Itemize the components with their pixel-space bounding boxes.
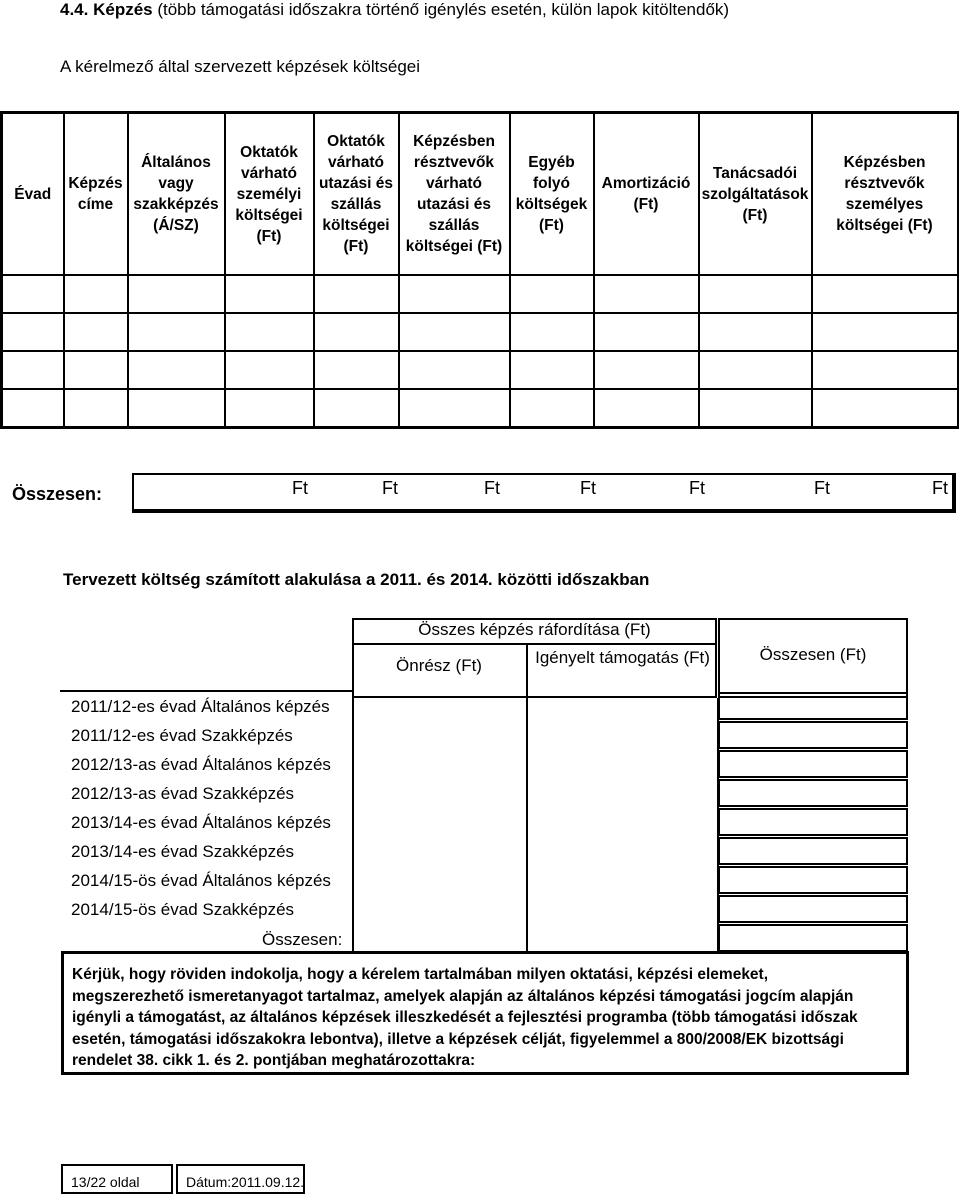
table-cell[interactable] xyxy=(314,275,399,313)
table-cell[interactable] xyxy=(510,351,594,389)
table-cell[interactable] xyxy=(128,389,225,428)
table-cell[interactable] xyxy=(510,389,594,428)
table-cell[interactable] xyxy=(699,351,812,389)
total-cell[interactable] xyxy=(718,895,908,923)
col-header-oktatok-utazasi: Oktatók várható utazási és szállás költségei (Ft) xyxy=(314,113,399,276)
table-cell[interactable] xyxy=(699,313,812,351)
table-row xyxy=(2,313,958,351)
table-cell[interactable] xyxy=(812,313,958,351)
grid-line xyxy=(352,698,354,952)
col-header-oktatok-szemelyi: Oktatók várható személyi költségei (Ft) xyxy=(225,113,314,276)
section-number: 4.4. xyxy=(60,0,89,19)
table-cell[interactable] xyxy=(812,275,958,313)
table-cell[interactable] xyxy=(64,351,128,389)
table-cell[interactable] xyxy=(314,351,399,389)
sum-currency: Ft xyxy=(484,478,500,498)
section-title-bold: Képzés xyxy=(93,0,153,19)
table-cell[interactable] xyxy=(594,313,699,351)
row-label: 2011/12-es évad Szakképzés xyxy=(71,726,293,745)
table-cell[interactable] xyxy=(594,389,699,428)
table-cell[interactable] xyxy=(594,275,699,313)
table-cell[interactable] xyxy=(399,275,510,313)
note-line: igényli a támogatást, az általános képzések illeszkedését a fejlesztési programba (több támogatási időszak xyxy=(72,1009,858,1026)
table-cell[interactable] xyxy=(2,351,64,389)
col-header-amortizacio: Amortizáció (Ft) xyxy=(594,113,699,276)
planned-cost-title: Tervezett költség számított alakulása a 2011. és 2014. közötti időszakban xyxy=(63,570,650,589)
table-cell[interactable] xyxy=(594,351,699,389)
table-cell[interactable] xyxy=(2,313,64,351)
total-cell[interactable] xyxy=(718,924,908,952)
total-cell[interactable] xyxy=(718,866,908,894)
training-costs-table xyxy=(0,111,956,516)
sum-currency: Ft xyxy=(689,478,705,498)
row-label: 2011/12-es évad Általános képzés xyxy=(71,697,330,716)
table-cell[interactable] xyxy=(399,389,510,428)
col-header-resztvevok-szemelyes: Képzésben résztvevők személyes költségei (Ft) xyxy=(812,113,958,276)
page-number: 13/22 oldal xyxy=(61,1164,173,1194)
row-label: 2013/14-es évad Általános képzés xyxy=(71,813,331,832)
total-cell[interactable] xyxy=(718,837,908,865)
row-label: 2014/15-ös évad Általános képzés xyxy=(71,871,331,890)
table-cell[interactable] xyxy=(699,389,812,428)
table1-sum-label: Összesen: xyxy=(12,484,103,504)
table-cell[interactable] xyxy=(225,313,314,351)
col-header-kepzes-cime: Képzés címe xyxy=(64,113,128,276)
table-cell[interactable] xyxy=(225,275,314,313)
total-cell[interactable] xyxy=(718,692,908,720)
table-cell[interactable] xyxy=(812,351,958,389)
row-label: 2014/15-ös évad Szakképzés xyxy=(71,900,295,919)
row-label: 2012/13-as évad Szakképzés xyxy=(71,784,295,803)
table-cell[interactable] xyxy=(64,275,128,313)
col-header-tanacsadoi: Tanácsadói szolgáltatások (Ft) xyxy=(699,113,812,276)
table-cell[interactable] xyxy=(2,389,64,428)
table-cell[interactable] xyxy=(510,313,594,351)
total-cell[interactable] xyxy=(718,779,908,807)
note-line: Kérjük, hogy röviden indokolja, hogy a kérelem tartalmában milyen oktatási, képzési elemeket, xyxy=(72,966,769,983)
total-cell[interactable] xyxy=(718,721,908,749)
sum-currency: Ft xyxy=(814,478,830,498)
table-cell[interactable] xyxy=(128,313,225,351)
table-row xyxy=(2,389,958,428)
table-row xyxy=(2,275,958,313)
sum-currency: Ft xyxy=(932,478,948,498)
total-cell[interactable] xyxy=(718,750,908,778)
table-cell[interactable] xyxy=(314,313,399,351)
col-header-requested-support: Igényelt támogatás (Ft) xyxy=(535,648,710,667)
document-date: Dátum:2011.09.12. xyxy=(176,1164,305,1194)
col-header-own-contribution: Önrész (Ft) xyxy=(396,656,482,675)
col-header-evad: Évad xyxy=(2,113,64,276)
sum-currency: Ft xyxy=(382,478,398,498)
table-cell[interactable] xyxy=(225,351,314,389)
total-cell[interactable] xyxy=(718,808,908,836)
col-header-egyeb-folyo: Egyéb folyó költségek (Ft) xyxy=(510,113,594,276)
sum-currency: Ft xyxy=(292,478,308,498)
table-cell[interactable] xyxy=(64,389,128,428)
table1-sum-box[interactable] xyxy=(132,473,956,513)
section-heading xyxy=(60,0,729,20)
table-row xyxy=(2,351,958,389)
table-cell[interactable] xyxy=(314,389,399,428)
note-line: esetén, támogatási időszakokra lebontva), illetve a képzések célját, figyelemmel a 800/2008/EK bizottsági xyxy=(72,1030,844,1048)
section-title-rest: (több támogatási időszakra történő igénylés esetén, külön lapok kitöltendők) xyxy=(152,0,730,19)
sum-currency: Ft xyxy=(580,478,596,498)
col-header-total: Összesen (Ft) xyxy=(759,645,867,664)
row-label: 2012/13-as évad Általános képzés xyxy=(71,755,331,774)
table-cell[interactable] xyxy=(399,313,510,351)
grid-line xyxy=(526,698,528,952)
note-line: rendelet 38. cikk 1. és 2. pontjában meghatározottakra: xyxy=(72,1052,476,1069)
group-header: Összes képzés ráfordítása (Ft) xyxy=(418,620,651,639)
table-cell[interactable] xyxy=(399,351,510,389)
col-header-altalanos-vagy-szakkepzes: Általános vagy szakképzés (Á/SZ) xyxy=(128,113,225,276)
justification-note[interactable] xyxy=(61,951,909,1075)
col-header-resztvevok-utazasi: Képzésben résztvevők várható utazási és szállás költségei (Ft) xyxy=(399,113,510,276)
table-cell[interactable] xyxy=(128,275,225,313)
table-cell[interactable] xyxy=(812,389,958,428)
header-divider xyxy=(352,643,717,645)
table-cell[interactable] xyxy=(510,275,594,313)
note-line: megszerezhető ismeretanyagot tartalmaz, amelyek alapján az általános képzési támogatási jogcím alapján xyxy=(72,987,854,1005)
table-cell[interactable] xyxy=(2,275,64,313)
section-subheading: A kérelmező által szervezett képzések költségei xyxy=(60,57,421,76)
table-cell[interactable] xyxy=(699,275,812,313)
grid-line xyxy=(60,690,352,692)
table-cell[interactable] xyxy=(225,389,314,428)
table-cell[interactable] xyxy=(64,313,128,351)
row-label: 2013/14-es évad Szakképzés xyxy=(71,842,295,861)
table-cell[interactable] xyxy=(128,351,225,389)
table2-sum-label: Összesen: xyxy=(262,930,343,949)
